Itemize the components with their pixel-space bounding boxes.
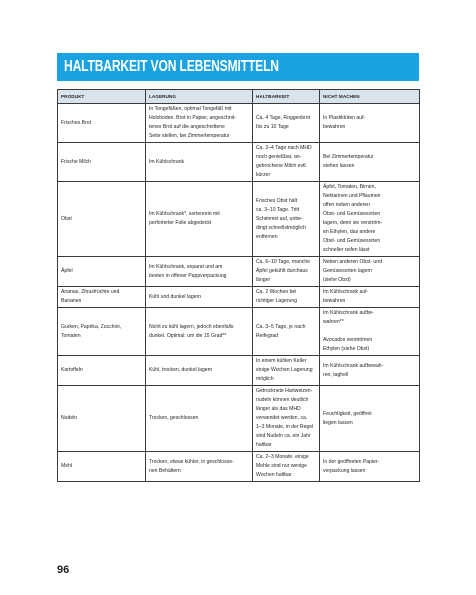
cell-nicht-machen: Im Kühlschrank auf- bewahren [320,287,420,308]
cell-lagerung: Im Kühlschrank*, sortenrein mit perforierter Folie abgedeckt [146,182,253,257]
cell-produkt: Obst [58,182,146,257]
cell-produkt: Frisches Brot [58,104,146,143]
cell-haltbarkeit: Ca. 4 Tage, Roggenbrot bis zu 10 Tage [253,104,320,143]
cell-nicht-machen: Äpfel, Tomaten, Birnen, Nektarinen und Pflaumen offen neben anderen Obst- und Gemüsesorten lagern, denn sie verström- en Ethylen, das andere Obst- und Gemüsesorten schneller reifen lässt [320,182,420,257]
column-header-nicht-machen: NICHT MACHEN [320,90,420,104]
cell-nicht-machen: Im Kühlschrank aufbe- wahren** Avocados verströmen Ethylen (siehe Obst) [320,308,420,356]
cell-lagerung: Im Kühlschrank, separat und am besten in offener Pappverpackung [146,257,253,287]
column-header-haltbarkeit: HALTBARKEIT [253,90,320,104]
table-row [58,308,420,356]
cell-haltbarkeit: Ca. 3–5 Tage, je nach Reifegrad [253,308,320,356]
cell-nicht-machen: Neben anderen Obst- und Gemüsesorten lagern (siehe Obst) [320,257,420,287]
cell-lagerung: Trocken, geschlossen [146,386,253,452]
table-row [58,356,420,386]
cell-lagerung: Im Kühlschrank [146,143,253,182]
table-row [58,287,420,308]
cell-nicht-machen: Bei Zimmertemperatur stehen lassen [320,143,420,182]
cell-haltbarkeit: Ca. 6–10 Tage, manche Äpfel gekühlt durchaus länger [253,257,320,287]
cell-haltbarkeit: Ca. 2–4 Tage nach MHD noch genießbar, an- gebrochene Milch evtl. kürzer [253,143,320,182]
page-title: HALTBARKEIT VON LEBENSMITTELN [64,58,279,75]
cell-lagerung: In Tongefäßen, optimal Tongefäß mit Holzboden. Brot in Papier, angeschnit- tenes Brot auf die angeschnittene Seite stellen, bei Zimmertemperatur [146,104,253,143]
cell-nicht-machen: In der geöffneten Papier- verpackung lassen [320,452,420,482]
cell-produkt: Frische Milch [58,143,146,182]
table-row [58,182,420,257]
cell-lagerung: Nicht zu kühl lagern, jedoch ebenfalls dunkel. Optimal: um die 15 Grad** [146,308,253,356]
cell-haltbarkeit: Frisches Obst hält ca. 3–10 Tage. Tritt Schimmel auf, unbe- dingt schnellstmöglich entfernen [253,182,320,257]
cell-haltbarkeit: In einem kühlen Keller einige Wochen Lagerung möglich [253,356,320,386]
cell-lagerung: Trocken, etwas kühler, in geschlosse- nen Behältern [146,452,253,482]
cell-produkt: Nudeln [58,386,146,452]
cell-nicht-machen: In Plastiktüten auf- bewahren [320,104,420,143]
table-row [58,257,420,287]
column-header-produkt: PRODUKT [58,90,146,104]
column-header-lagerung: LAGERUNG [146,90,253,104]
cell-nicht-machen: Feuchtigkeit, geöffnet liegen lassen [320,386,420,452]
table-row [58,386,420,452]
cell-produkt: Äpfel [58,257,146,287]
cell-haltbarkeit: Ca. 2–3 Monate, einige Mehle sind nur wenige Wochen haltbar [253,452,320,482]
title-banner [57,53,419,81]
cell-lagerung: Kühl und dunkel lagern [146,287,253,308]
table-row [58,104,420,143]
table-row [58,452,420,482]
shelf-life-table [57,89,420,482]
page-number: 96 [57,564,70,576]
cell-haltbarkeit: Getrocknete Hartweizen- nudeln können deutlich länger als das MHD verwendet werden, ca. 1–3 Monate, in der Regel sind Nudeln ca. ein Jahr haltbar [253,386,320,452]
cell-produkt: Kartoffeln [58,356,146,386]
cell-produkt: Gurken, Paprika, Zucchini, Tomaten [58,308,146,356]
cell-haltbarkeit: Ca. 2 Wochen bei richtiger Lagerung [253,287,320,308]
cell-produkt: Ananas, Zitrusfrüchte und Bananen [58,287,146,308]
cell-nicht-machen: Im Kühlschrank aufbewah- ren, taghell [320,356,420,386]
cell-produkt: Mehl [58,452,146,482]
cell-lagerung: Kühl, trocken, dunkel lagern [146,356,253,386]
table-row [58,143,420,182]
table-header-row [58,90,420,104]
